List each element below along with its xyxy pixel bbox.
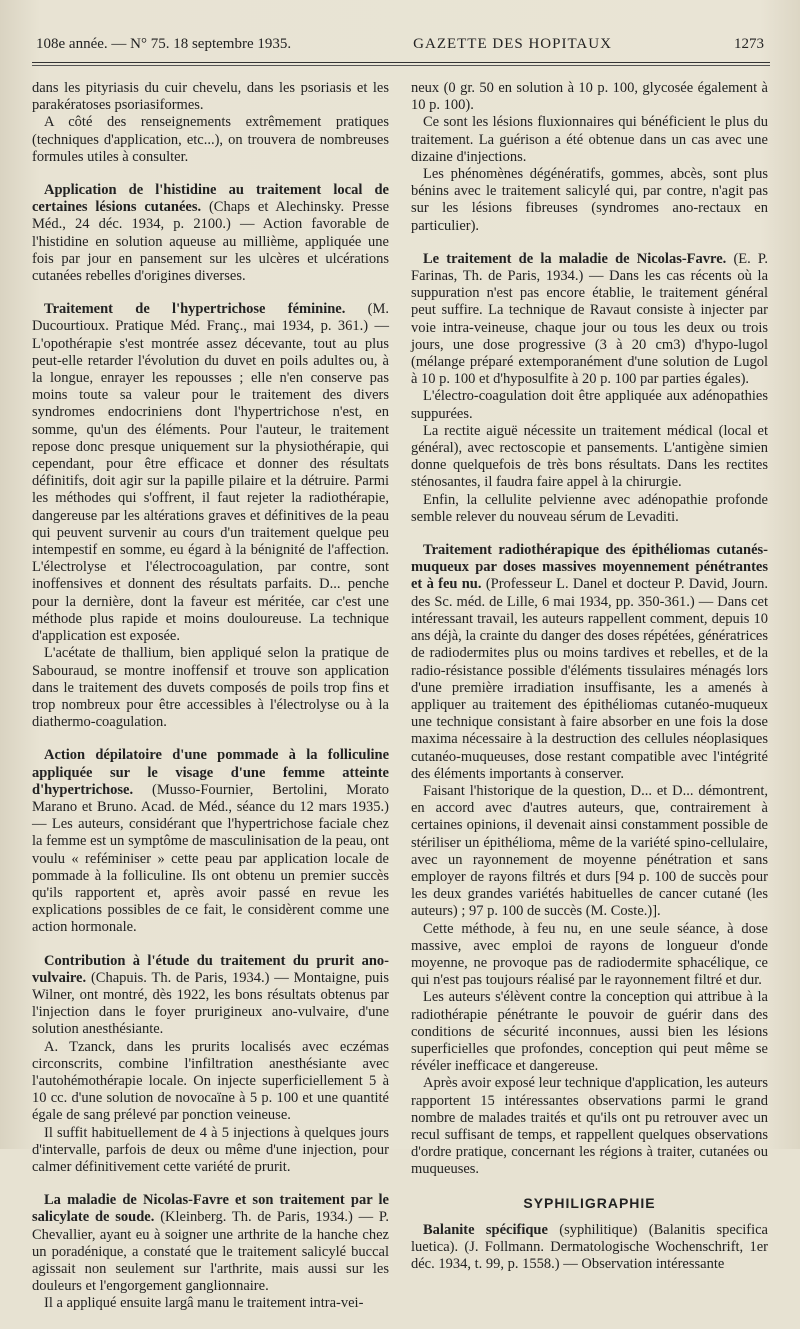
article-reference: (Professeur L. Danel et docteur P. David, Journ. des Sc. méd. de Lille, 6 mai 1934, pp. 350-361.) bbox=[411, 576, 768, 610]
article-reference: (Chapuis. Th. de Paris, 1934.) bbox=[90, 969, 270, 986]
paragraph bbox=[32, 1125, 389, 1177]
article-title: Le traitement de la maladie de Nicolas-Favre. bbox=[423, 250, 727, 267]
paragraph-text: — L'opothérapie s'est montrée assez décevante, tout au plus peut-elle retarder l'évolution du duvet en poils adultes ou, à la longue, enrayer les repousses ; elle n'en conserve pas moins toute sa valeur pour le traitement des divers syndromes endocriniens dont l'hypertrichose n'est, en somme, qu'un des éléments. Pour l'auteur, le traitement repose donc presque uniquement sur la physiothérapie, qui cependant, pour être efficace et donner des résultats définitifs, doit agir sur la papille pilaire et la détruire. Parmi les méthodes qui s'offrent, il faut rejeter la radiothérapie, dangereuse par les altérations graves et définitives de la peau qui peuvent survenir au cours d'un traitement quelque peu intempestif en somme, eu égard à la bénignité de l'affection. L'électrolyse et l'électrocoagulation, par contre, sont inoffensives et donnent des résultats parfaits. D... penche pour la dernière, dont la faveur est méritée, car c'est une méthode plus rapide et moins douloureuse. La technique d'application est exposée. bbox=[32, 318, 390, 645]
paragraph bbox=[32, 182, 389, 285]
article-reference: (syphilitique) (Balanitis specifica luetica). (J. Follmann. Dermatologische Wochenschrift, 1er déc. 1934, t. 99, p. 1558.) bbox=[411, 1221, 768, 1273]
paragraph-text: neux (0 gr. 50 en solution à 10 p. 100, glycosée également à 10 p. 100). bbox=[411, 80, 768, 114]
paragraph-text: Cette méthode, à feu nu, en une seule séance, à dose massive, avec emploi de rayons de longueur d'onde moyenne, ne provoque pas de radiodermite sphacélique, ce qui n'est pas toujours réalisé par le rayonnement filtré et dur. bbox=[411, 920, 768, 989]
article-reference: (E. P. Farinas, Th. de Paris, 1934.) bbox=[411, 250, 768, 285]
paragraph-text: L'acétate de thallium, bien appliqué selon la pratique de Sabouraud, se montre inoffensif et trouve son application dans le traitement des duvets composés de poils trop fins et trop nombreux pour être accessibles à l'électrolyse ou à la diathermo-coagulation. bbox=[32, 645, 389, 731]
article bbox=[32, 747, 389, 936]
header-rule bbox=[32, 62, 770, 63]
paragraph-text: — Action favorable de l'histidine en solution aqueuse au millième, appliquée une fois par jour en pansement sur les ulcères et ulcérations cutanées rebelles d'origines diverses. bbox=[32, 216, 390, 285]
article bbox=[411, 251, 768, 526]
journal-title: GAZETTE DES HOPITAUX bbox=[413, 36, 612, 52]
paragraph bbox=[411, 80, 768, 114]
paragraph bbox=[411, 114, 768, 166]
paragraph-text: Les auteurs s'élèvent contre la conception qui attribue à la radiothérapie pénétrante le pouvoir de guérir dans des conditions de sécurité inconnues, aussi bien les lésions superficielles que profondes, conception qui peut même se révéler inefficace et dangereuse. bbox=[411, 989, 768, 1075]
paragraph bbox=[411, 921, 768, 990]
paragraph-text: Ce sont les lésions fluxionnaires qui bénéficient le plus du traitement. La guérison a été obtenue dans un cas avec une dizaine d'injections. bbox=[411, 114, 768, 165]
paragraph-text: — P. Chevallier, ayant eu à soigner une arthrite de la hanche chez un poradénique, a constaté que le traitement salicylé buccal agissait non seulement sur l'arthrite, mais aussi sur les douleurs et l'engorgement ganglionnaire. bbox=[32, 1209, 390, 1295]
article-title: Traitement radiothérapique des épithéliomas cutanés-muqueux par doses massives moyennement pénétrantes et à feu nu. bbox=[411, 542, 768, 593]
issue-info: 108e année. — N° 75. 18 septembre 1935. bbox=[36, 36, 292, 52]
paragraph bbox=[32, 645, 389, 731]
right-column bbox=[411, 80, 768, 1329]
paragraph bbox=[411, 388, 768, 422]
article-title: Action dépilatoire d'une pommade à la folliculine appliquée sur le visage d'une femme atteinte d'hypertrichose. bbox=[32, 747, 389, 798]
paragraph bbox=[411, 166, 768, 235]
article bbox=[411, 1222, 768, 1274]
article-reference: (M. Ducourtioux. Pratique Méd. Franç., mai 1934, p. 361.) bbox=[32, 301, 390, 335]
page-header bbox=[32, 36, 770, 58]
paragraph bbox=[32, 1039, 389, 1125]
paragraph-text: dans les pityriasis du cuir chevelu, dans les psoriasis et les parakératoses psoriasiformes. bbox=[32, 80, 389, 114]
left-column bbox=[32, 80, 389, 1329]
paragraph-text: Après avoir exposé leur technique d'application, les auteurs rapportent 15 intéressantes observations parmi le grand nombre de malades traités et qu'ils ont pu retrouver avec un recul suffisant de temps, et rappellent quelques observations d'ordre pratique, concernant les régions à traiter, cutanées ou muqueuses. bbox=[411, 1075, 768, 1178]
paragraph-text: Enfin, la cellulite pelvienne avec adénopathie profonde semble relever du nouveau sérum de Levaditi. bbox=[411, 491, 768, 525]
article bbox=[32, 301, 389, 731]
paragraph bbox=[32, 1192, 389, 1295]
header-rule-secondary bbox=[32, 65, 770, 66]
text-columns bbox=[32, 80, 770, 1329]
article-title: Balanite spécifique bbox=[423, 1221, 548, 1238]
paragraph-text: L'électro-coagulation doit être appliquée aux adénopathies suppurées. bbox=[411, 388, 768, 422]
article-title: Traitement de l'hypertrichose féminine. bbox=[44, 301, 346, 318]
section-heading: SYPHILIGRAPHIE bbox=[523, 1194, 656, 1211]
paragraph-text: Faisant l'historique de la question, D... et D... démontrent, en accord avec d'autres auteurs, que, contrairement à certaines opinions, il devenait ainsi constamment possible de stériliser un épithélioma, même de la variété spino-cellulaire, avec un rayonnement de moyenne pénétration et sans employer de rayons filtrés et durs [94 p. 100 de succès pour les deux grandes variétés habituelles de cancer cutané (les auteurs) ; 97 p. 100 de succès (M. Coste.)]. bbox=[411, 782, 768, 920]
paragraph-text: La rectite aiguë nécessite un traitement médical (local et général), avec rectoscopie et pansements. L'antigène simien donne quelquefois de très bons résultats. Dans les rectites sténosantes, il faudra faire appel à la chirurgie. bbox=[411, 422, 768, 491]
paragraph bbox=[411, 989, 768, 1075]
article-continuation bbox=[32, 80, 389, 166]
article bbox=[32, 1192, 389, 1312]
paragraph-text: Les phénomènes dégénératifs, gommes, abcès, sont plus bénins avec le traitement salicylé qui, par contre, n'agit pas sur les lésions fibreuses (syndromes ano-rectaux en particulier). bbox=[411, 166, 768, 234]
paragraph-text: — Dans cet intéressant travail, les auteurs rappellent comment, depuis 10 ans déjà, la crainte du danger des doses répétées, génératrices de radiodermites plus ou moins tardives et rebelles, et de la radio-résistance possible d'éléments tissulaires ménagés lors d'une première irradiation insuffisante, les a amenés à appliquer au traitement des épithéliomas cutanéo-muqueux une technique consistant à faire absorber en une fois la dose maxima nécessaire à la destruction des cellules néoplasiques cutanéo-muqueuses, dose restant compatible avec l'intégrité des éléments importants à conserver. bbox=[411, 593, 768, 782]
article bbox=[411, 542, 768, 1179]
article-reference: (Chaps et Alechinsky. Presse Méd., 24 déc. 1934, p. 2100.) bbox=[32, 199, 390, 233]
article-title: Application de l'histidine au traitement local de certaines lésions cutanées. bbox=[32, 182, 389, 216]
page-number: 1273 bbox=[733, 36, 764, 52]
paragraph-text: — Observation intéressante bbox=[563, 1256, 725, 1273]
paragraph-text: — Dans les cas récents où la suppuration n'est pas encore établie, le traitement général peut suffire. La technique de Ravaut consiste à injecter par voie intra-veineuse, chaque jour ou tous les deux ou trois jours, une dose progressive (3 à 20 cm3) d'hypo-lugol (mélange préparé extemporanément d'une solution de Lugol à 10 p. 100 et d'hyposulfite à 20 p. 100 par parties égales). bbox=[411, 268, 769, 388]
paragraph bbox=[411, 1222, 768, 1274]
paragraph-text: — Les auteurs, considérant que l'hypertrichose faciale chez la femme est un symptôme de masculinisation de la peau, ont voulu « reféminiser » cette peau par application locale de pommade à la folliculine. Ils ont obtenu un premier succès qu'ils rapportent et, après avoir passé en revue les explications possibles de ce fait, le considèrent comme une action hormonale. bbox=[32, 816, 389, 936]
article-reference: (Musso-Fournier, Bertolini, Morato Marano et Bruno. Acad. de Méd., séance du 12 mars 1935.) bbox=[32, 781, 389, 815]
paragraph-text: Il suffit habituellement de 4 à 5 injections à quelques jours d'intervalle, parfois de deux ou même d'une injection, pour calmer définitivement cette variété de prurit. bbox=[32, 1124, 389, 1175]
paragraph bbox=[411, 492, 768, 526]
paragraph bbox=[32, 114, 389, 166]
article bbox=[32, 953, 389, 1177]
paragraph bbox=[32, 301, 389, 645]
paragraph bbox=[32, 80, 389, 114]
article-continuation bbox=[411, 80, 768, 235]
article-title: La maladie de Nicolas-Favre et son traitement par le salicylate de soude. bbox=[32, 1192, 389, 1226]
paragraph bbox=[411, 251, 768, 389]
paragraph bbox=[32, 953, 389, 1039]
article bbox=[32, 182, 389, 285]
paragraph bbox=[411, 423, 768, 492]
paragraph-text: — Montaigne, puis Wilner, ont montré, dès 1922, les bons résultats obtenus par l'injection dans le foyer prurigineux ano-vulvaire, d'une solution anesthésiante. bbox=[32, 969, 390, 1038]
paragraph bbox=[32, 747, 389, 936]
paragraph-text: A côté des renseignements extrêmement pratiques (techniques d'application, etc...), on trouvera de nombreuses formules utiles à consulter. bbox=[32, 114, 389, 165]
article-reference: (Kleinberg. Th. de Paris, 1934.) bbox=[160, 1209, 353, 1226]
paragraph bbox=[32, 1295, 389, 1312]
paragraph-text: A. Tzanck, dans les prurits localisés avec eczémas circonscrits, combine l'infiltration anesthésiante avec l'autohémothérapie locale. On injecte superficiellement 5 à 10 cc. d'une solution de novocaïne à 5 p. 100 et une quantité égale de sang prélevé par ponction veineuse. bbox=[32, 1038, 389, 1124]
paragraph bbox=[411, 542, 768, 783]
paragraph-text: Il a appliqué ensuite largâ manu le traitement intra-vei- bbox=[44, 1295, 364, 1312]
paragraph bbox=[411, 783, 768, 921]
paragraph bbox=[411, 1075, 768, 1178]
article-title: Contribution à l'étude du traitement du prurit ano-vulvaire. bbox=[32, 952, 389, 986]
